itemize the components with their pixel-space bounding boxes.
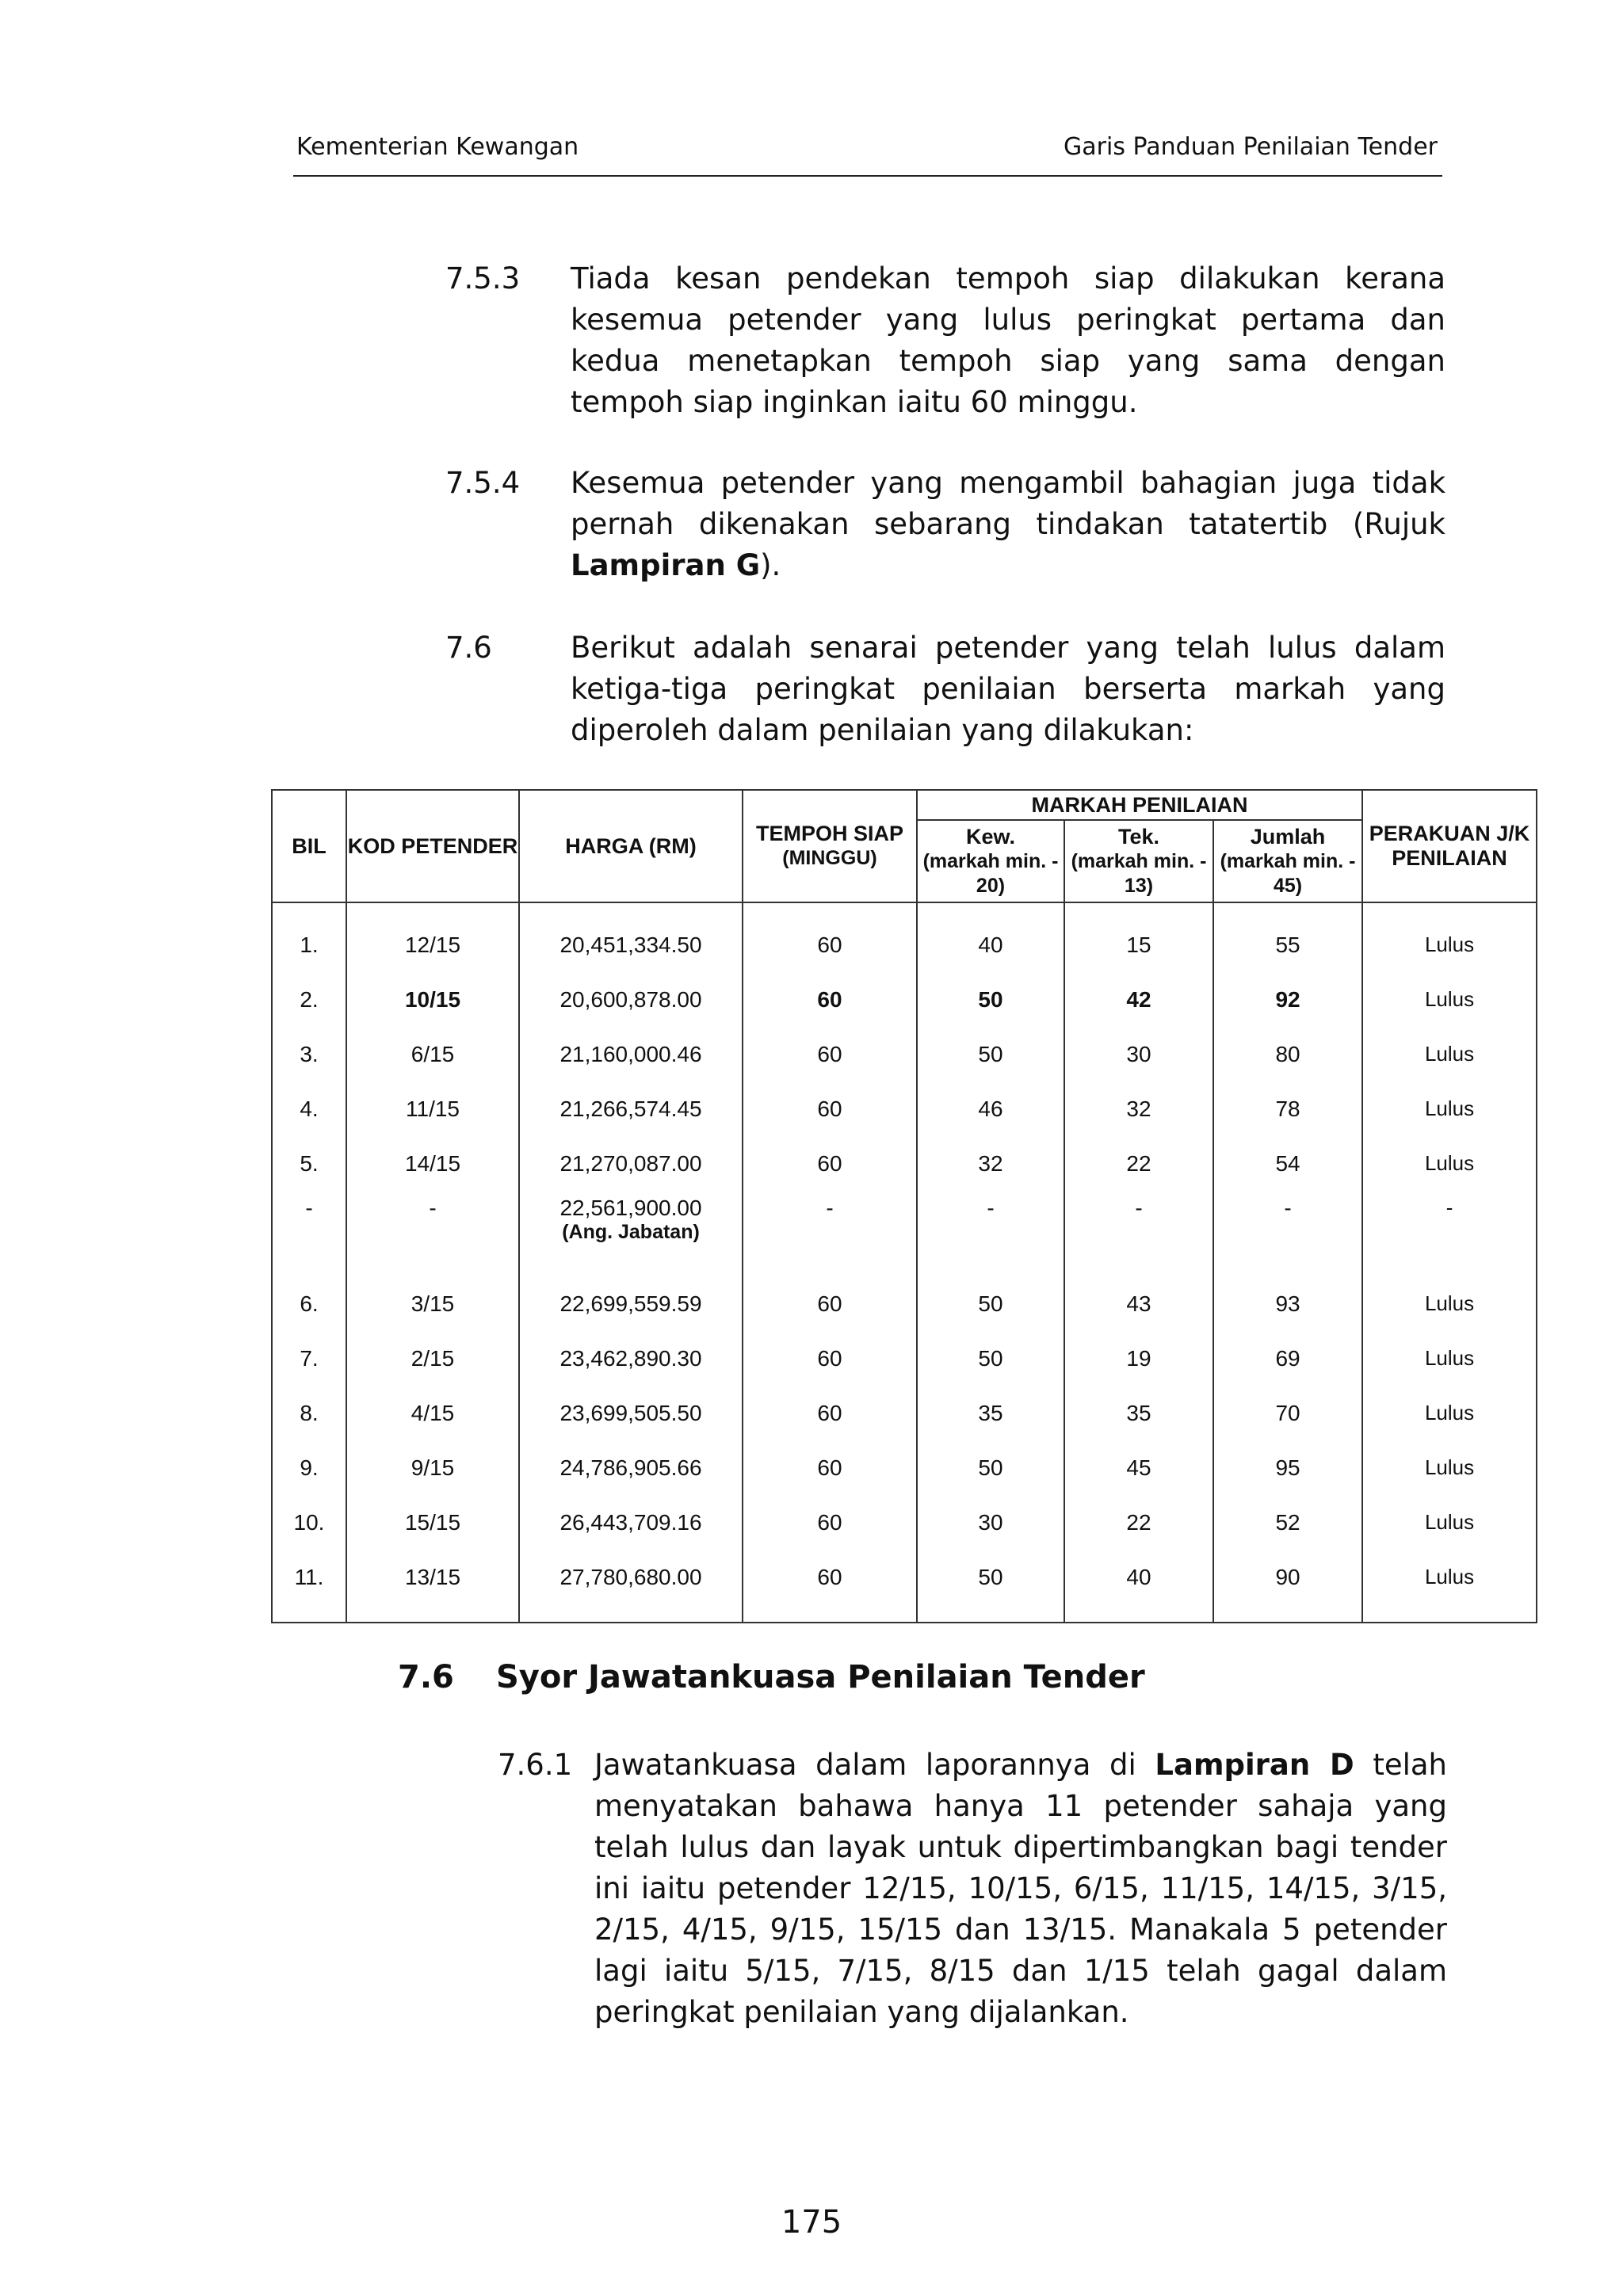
cell-tek: 35 bbox=[1064, 1386, 1213, 1440]
header-tempoh-siap: TEMPOH SIAP (MINGGU) bbox=[743, 790, 917, 902]
paragraph-7-6 bbox=[445, 627, 1447, 754]
appendix-reference: Lampiran G bbox=[571, 548, 761, 582]
cell-bil: 8. bbox=[272, 1386, 346, 1440]
cell-tek: 19 bbox=[1064, 1331, 1213, 1386]
cell-bil: 5. bbox=[272, 1136, 346, 1191]
text-segment: telah menyatakan bahawa hanya 11 petender sahaja yang telah lulus dan layak untuk dipertimbangkan bagi tender ini iaitu petender 12/15, 10/15, 6/15, 11/15, 14/15, 3/15, 2/15, 4/15, 9/15, 15/15 dan 13/15. Manakala 5 petender lagi iaitu 5/15, 7/15, 8/15 dan 1/15 telah gagal dalam peringkat penilaian yang dijalankan. bbox=[594, 1748, 1448, 2029]
cell-status: Lulus bbox=[1362, 902, 1537, 972]
cell-kod: 15/15 bbox=[346, 1495, 519, 1550]
cell-kew: 50 bbox=[917, 1440, 1064, 1495]
header-kew: Kew. (markah min. - 20) bbox=[917, 820, 1064, 902]
cell-kew: 40 bbox=[917, 902, 1064, 972]
cell-kew: - bbox=[917, 1191, 1064, 1276]
text-segment: ). bbox=[760, 548, 781, 582]
cell-status: Lulus bbox=[1362, 1440, 1537, 1495]
cell-tempoh: 60 bbox=[743, 1440, 917, 1495]
cell-tek: 43 bbox=[1064, 1276, 1213, 1331]
cell-jumlah: 90 bbox=[1213, 1550, 1362, 1623]
table-row bbox=[272, 1331, 1537, 1386]
cell-tek: - bbox=[1064, 1191, 1213, 1276]
cell-status: Lulus bbox=[1362, 1027, 1537, 1081]
cell-tek: 42 bbox=[1064, 972, 1213, 1027]
cell-tempoh: 60 bbox=[743, 1386, 917, 1440]
cell-bil: 1. bbox=[272, 902, 346, 972]
cell-tek: 22 bbox=[1064, 1136, 1213, 1191]
cell-bil: 3. bbox=[272, 1027, 346, 1081]
tender-results-table bbox=[271, 789, 1537, 1623]
cell-bil: 11. bbox=[272, 1550, 346, 1623]
cell-jumlah: 69 bbox=[1213, 1331, 1362, 1386]
table-row bbox=[272, 1440, 1537, 1495]
header-harga: HARGA (RM) bbox=[519, 790, 743, 902]
cell-jumlah: 70 bbox=[1213, 1386, 1362, 1440]
cell-tempoh: 60 bbox=[743, 1027, 917, 1081]
cell-jumlah: 80 bbox=[1213, 1027, 1362, 1081]
cell-tek: 45 bbox=[1064, 1440, 1213, 1495]
cell-kod: 13/15 bbox=[346, 1550, 519, 1623]
cell-kod: 6/15 bbox=[346, 1027, 519, 1081]
header-markah-penilaian: MARKAH PENILAIAN bbox=[917, 790, 1362, 820]
cell-harga: 20,451,334.50 bbox=[519, 902, 743, 972]
paragraph-text bbox=[571, 463, 1445, 586]
cell-status: Lulus bbox=[1362, 1276, 1537, 1331]
cell-jumlah: 95 bbox=[1213, 1440, 1362, 1495]
cell-tempoh: 60 bbox=[743, 1081, 917, 1136]
cell-status: Lulus bbox=[1362, 1495, 1537, 1550]
cell-harga: 24,786,905.66 bbox=[519, 1440, 743, 1495]
cell-tek: 32 bbox=[1064, 1081, 1213, 1136]
cell-status: Lulus bbox=[1362, 972, 1537, 1027]
table-row bbox=[272, 1386, 1537, 1440]
cell-harga: 23,699,505.50 bbox=[519, 1386, 743, 1440]
page-number: 175 bbox=[781, 2204, 842, 2241]
cell-bil: 4. bbox=[272, 1081, 346, 1136]
cell-jumlah: 93 bbox=[1213, 1276, 1362, 1331]
paragraph-text: Tiada kesan pendekan tempoh siap dilakukan kerana kesemua petender yang lulus peringkat pertama dan kedua menetapkan tempoh siap yang sama dengan tempoh siap inginkan iaitu 60 minggu. bbox=[571, 261, 1445, 419]
cell-kew: 50 bbox=[917, 1331, 1064, 1386]
cell-kew: 50 bbox=[917, 1276, 1064, 1331]
cell-harga: 22,699,559.59 bbox=[519, 1276, 743, 1331]
cell-kew: 50 bbox=[917, 1550, 1064, 1623]
header-kod-petender: KOD PETENDER bbox=[346, 790, 519, 902]
text-segment: Kesemua petender yang mengambil bahagian juga tidak pernah dikenakan sebarang tindakan tatatertib (Rujuk bbox=[571, 466, 1445, 541]
cell-tempoh: 60 bbox=[743, 1136, 917, 1191]
cell-kod: 9/15 bbox=[346, 1440, 519, 1495]
cell-status: Lulus bbox=[1362, 1386, 1537, 1440]
cell-harga: 22,561,900.00 (Ang. Jabatan) bbox=[519, 1191, 743, 1276]
header-tek: Tek. (markah min. - 13) bbox=[1064, 820, 1213, 902]
cell-kod: 12/15 bbox=[346, 902, 519, 972]
cell-bil: 9. bbox=[272, 1440, 346, 1495]
cell-tek: 15 bbox=[1064, 902, 1213, 972]
cell-kod: - bbox=[346, 1191, 519, 1276]
cell-status: Lulus bbox=[1362, 1331, 1537, 1386]
paragraph-7-6-1 bbox=[498, 1745, 1449, 2038]
cell-tek: 22 bbox=[1064, 1495, 1213, 1550]
table-row bbox=[272, 1550, 1537, 1623]
cell-kod: 11/15 bbox=[346, 1081, 519, 1136]
table-row bbox=[272, 902, 1537, 972]
table-row bbox=[272, 1276, 1537, 1331]
paragraph-number: 7.5.3 bbox=[445, 261, 521, 296]
text-segment: Jawatankuasa dalam laporannya di bbox=[594, 1748, 1155, 1782]
cell-kod: 4/15 bbox=[346, 1386, 519, 1440]
header-perakuan: PERAKUAN J/K PENILAIAN bbox=[1362, 790, 1537, 902]
cell-kod: 2/15 bbox=[346, 1331, 519, 1386]
header-jumlah: Jumlah (markah min. - 45) bbox=[1213, 820, 1362, 902]
cell-bil: 6. bbox=[272, 1276, 346, 1331]
cell-harga: 23,462,890.30 bbox=[519, 1331, 743, 1386]
cell-tempoh: 60 bbox=[743, 1276, 917, 1331]
cell-kod: 3/15 bbox=[346, 1276, 519, 1331]
paragraph-number: 7.6.1 bbox=[498, 1748, 573, 1782]
cell-bil: 7. bbox=[272, 1331, 346, 1386]
cell-harga: 20,600,878.00 bbox=[519, 972, 743, 1027]
cell-jumlah: 52 bbox=[1213, 1495, 1362, 1550]
header-ministry: Kementerian Kewangan bbox=[296, 133, 579, 161]
cell-kew: 30 bbox=[917, 1495, 1064, 1550]
cell-jumlah: 78 bbox=[1213, 1081, 1362, 1136]
cell-tempoh: 60 bbox=[743, 972, 917, 1027]
paragraph-text: Berikut adalah senarai petender yang telah lulus dalam ketiga-tiga peringkat penilaian berserta markah yang diperoleh dalam penilaian yang dilakukan: bbox=[571, 631, 1445, 747]
cell-bil: - bbox=[272, 1191, 346, 1276]
cell-tempoh: 60 bbox=[743, 1331, 917, 1386]
cell-harga: 26,443,709.16 bbox=[519, 1495, 743, 1550]
table-row bbox=[272, 1136, 1537, 1191]
cell-jumlah: 92 bbox=[1213, 972, 1362, 1027]
cell-bil: 10. bbox=[272, 1495, 346, 1550]
paragraph-7-5-4 bbox=[445, 463, 1447, 589]
paragraph-number: 7.5.4 bbox=[445, 466, 521, 500]
cell-jumlah: 54 bbox=[1213, 1136, 1362, 1191]
section-title: Syor Jawatankuasa Penilaian Tender bbox=[496, 1659, 1145, 1695]
header-guide-title: Garis Panduan Penilaian Tender bbox=[1064, 133, 1438, 161]
cell-bil: 2. bbox=[272, 972, 346, 1027]
paragraph-7-5-3 bbox=[445, 258, 1447, 425]
cell-status: Lulus bbox=[1362, 1081, 1537, 1136]
cell-tempoh: 60 bbox=[743, 1550, 917, 1623]
cell-kod: 14/15 bbox=[346, 1136, 519, 1191]
cell-tek: 30 bbox=[1064, 1027, 1213, 1081]
table-row bbox=[272, 1081, 1537, 1136]
cell-tempoh: - bbox=[743, 1191, 917, 1276]
header-bil: BIL bbox=[272, 790, 346, 902]
cell-kew: 35 bbox=[917, 1386, 1064, 1440]
cell-status: - bbox=[1362, 1191, 1537, 1276]
table-row bbox=[272, 1027, 1537, 1081]
table-row bbox=[272, 972, 1537, 1027]
cell-kod: 10/15 bbox=[346, 972, 519, 1027]
header-rule bbox=[293, 175, 1442, 177]
cell-tek: 40 bbox=[1064, 1550, 1213, 1623]
cell-status: Lulus bbox=[1362, 1550, 1537, 1623]
appendix-reference: Lampiran D bbox=[1155, 1748, 1354, 1782]
cell-kew: 50 bbox=[917, 972, 1064, 1027]
paragraph-text bbox=[594, 1745, 1447, 2033]
cell-harga: 21,270,087.00 bbox=[519, 1136, 743, 1191]
section-number: 7.6 bbox=[398, 1659, 454, 1695]
paragraph-number: 7.6 bbox=[445, 631, 492, 665]
cell-harga: 27,780,680.00 bbox=[519, 1550, 743, 1623]
cell-tempoh: 60 bbox=[743, 902, 917, 972]
cell-jumlah: 55 bbox=[1213, 902, 1362, 972]
cell-kew: 46 bbox=[917, 1081, 1064, 1136]
cell-kew: 32 bbox=[917, 1136, 1064, 1191]
cell-harga: 21,266,574.45 bbox=[519, 1081, 743, 1136]
cell-status: Lulus bbox=[1362, 1136, 1537, 1191]
table-row bbox=[272, 1191, 1537, 1276]
cell-harga: 21,160,000.46 bbox=[519, 1027, 743, 1081]
cell-tempoh: 60 bbox=[743, 1495, 917, 1550]
table-row bbox=[272, 1495, 1537, 1550]
cell-kew: 50 bbox=[917, 1027, 1064, 1081]
cell-jumlah: - bbox=[1213, 1191, 1362, 1276]
